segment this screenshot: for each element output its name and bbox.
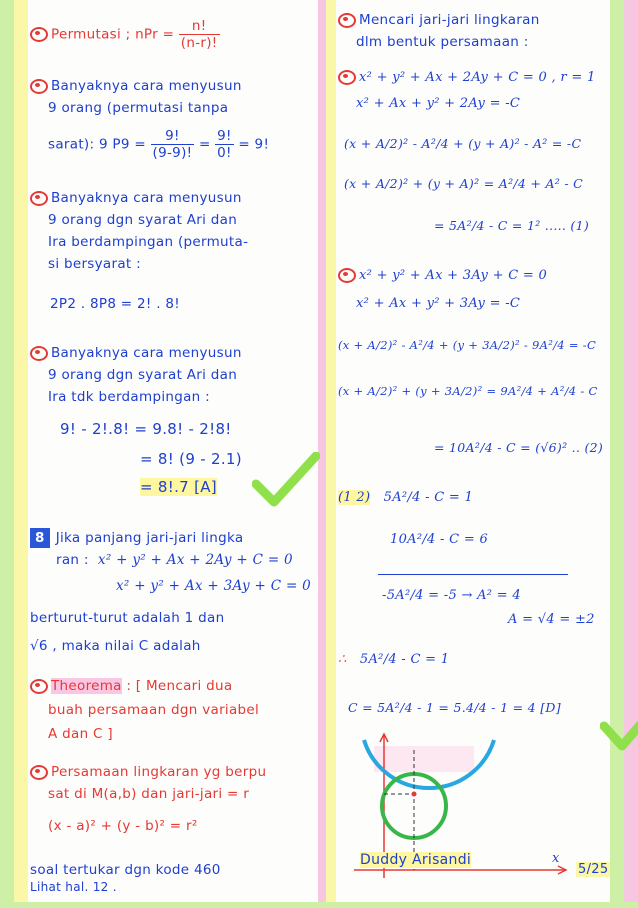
line-text: Banyaknya cara menyusun <box>51 345 242 361</box>
permutation-fraction <box>179 18 220 51</box>
formula-line: 9! - 2!.8! = 9.8! - 2!8! <box>60 420 232 438</box>
equation: (x + A/2)² + (y + A)² = A²/4 + A² - C <box>344 176 584 191</box>
equation: -5A²/4 = -5 → A² = 4 <box>382 588 521 603</box>
formula-line: 2P2 . 8P8 = 2! . 8! <box>50 296 180 312</box>
line-text: ran : <box>56 552 89 568</box>
x-axis-label: x <box>552 851 560 866</box>
line-text: Jika panjang jari-jari lingka <box>55 530 244 546</box>
footnote-line: Lihat hal. 12 . <box>30 880 117 894</box>
text-line <box>30 78 242 94</box>
bullet-icon <box>338 268 356 283</box>
equation: = 5A²/4 - C = 1² ..... (1) <box>434 218 590 233</box>
equation: x² + y² + Ax + 3Ay + C = 0 <box>116 578 312 594</box>
pink-shading <box>374 746 474 772</box>
equation-text: 5A²/4 - C = 1 <box>383 490 474 505</box>
equation <box>338 652 449 667</box>
center-point <box>412 792 417 797</box>
left-column <box>30 0 316 908</box>
formula-line: = 8! (9 - 2.1) <box>140 450 242 468</box>
equals-sign: = <box>198 136 211 153</box>
equation: x² + y² + Ax + 2Ay + C = 0 <box>97 552 293 568</box>
bullet-icon <box>30 679 48 694</box>
permutation-label: Permutasi <box>51 26 122 43</box>
equation: x² + Ax + y² + 2Ay = -C <box>356 96 521 111</box>
line-text: : [ Mencari dua <box>126 678 233 694</box>
signature-text: Duddy Arisandi <box>360 852 472 868</box>
equation: (x + A/2)² + (y + 3A/2)² = 9A²/4 + A²/4 - C <box>338 384 598 398</box>
footnote-line: soal tertukar dgn kode 460 <box>30 862 221 878</box>
equation: = 10A²/4 - C = (√6)² .. (2) <box>434 440 604 455</box>
text-line: sat di M(a,b) dan jari-jari = r <box>48 786 250 802</box>
bullet-icon <box>338 70 356 85</box>
text-line: Ira tdk berdampingan : <box>48 389 210 405</box>
equation: 10A²/4 - C = 6 <box>390 532 489 547</box>
fraction <box>151 128 195 161</box>
answer-line: C = 5A²/4 - 1 = 5.4/4 - 1 = 4 [D] <box>348 700 561 715</box>
equation-text: 5A²/4 - C = 1 <box>359 652 450 667</box>
text-line <box>30 764 266 780</box>
equation <box>338 70 596 85</box>
fraction-denominator: 0! <box>217 145 232 161</box>
right-pink-margin <box>624 0 638 908</box>
formula-result: = 9! <box>238 136 270 153</box>
question-number: 8 <box>30 528 50 548</box>
subtraction-rule <box>378 574 568 575</box>
question-line: berturut-turut adalah 1 dan <box>30 610 225 626</box>
answer-line <box>140 478 217 496</box>
text-line: 9 orang dgn syarat Ari dan <box>48 367 238 383</box>
theorem-label: Theorema <box>51 678 122 694</box>
equation: (x + A/2)² - A²/4 + (y + 3A/2)² - 9A²/4 = -C <box>338 338 597 352</box>
theorem-line <box>30 678 232 694</box>
fraction <box>215 128 234 161</box>
therefore-icon: ∴ <box>338 652 347 667</box>
fraction-denominator: (9-9)! <box>152 145 193 161</box>
text-line: si bersyarat : <box>48 256 141 272</box>
equation: (x + A/2)² - A²/4 + (y + A)² - A² = -C <box>344 136 582 151</box>
line-text: Banyaknya cara menyusun <box>51 78 242 94</box>
circle-equation: (x - a)² + (y - b)² = r² <box>48 818 198 834</box>
permutation-definition <box>30 18 220 51</box>
check-icon <box>252 452 320 508</box>
formula-text: 9 P9 = <box>98 136 146 153</box>
equation <box>338 268 547 283</box>
text-line: A dan C ] <box>48 726 113 742</box>
right-green-margin <box>610 0 624 908</box>
right-column <box>338 0 608 908</box>
line-text: Persamaan lingkaran yg berpu <box>51 764 267 780</box>
bullet-icon <box>30 191 48 206</box>
equation: A = √4 = ±2 <box>508 612 595 627</box>
text-line: buah persamaan dgn variabel <box>48 702 260 718</box>
permutation-formula: ; nPr = <box>125 26 175 43</box>
question-line <box>30 528 243 548</box>
equation-text: x² + y² + Ax + 3Ay + C = 0 <box>359 268 548 283</box>
bullet-icon <box>30 27 48 42</box>
text-line <box>30 345 242 361</box>
text-line: 9 orang dgn syarat Ari dan <box>48 212 238 228</box>
signature <box>360 852 471 868</box>
check-icon <box>600 696 638 752</box>
equation-text: x² + y² + Ax + 2Ay + C = 0 , r = 1 <box>359 70 596 85</box>
equation: x² + Ax + y² + 3Ay = -C <box>356 296 521 311</box>
elimination-line <box>338 490 473 505</box>
fraction-numerator: 9! <box>217 128 232 144</box>
bullet-icon <box>30 79 48 94</box>
line-text: sarat): <box>48 136 95 153</box>
fraction-numerator: 9! <box>151 128 195 145</box>
elimination-label: (1 2) <box>338 490 371 505</box>
fraction-numerator: n! <box>179 18 220 35</box>
left-green-margin <box>0 0 14 908</box>
text-line: dlm bentuk persamaan : <box>356 34 529 50</box>
permutation-no-condition <box>48 128 269 161</box>
question-line <box>56 552 293 568</box>
page-number: 5/25 <box>578 862 609 877</box>
answer-highlight: = 8!.7 [A] <box>140 478 217 496</box>
bullet-icon <box>30 765 48 780</box>
text-line: Ira berdampingan (permuta- <box>48 234 249 250</box>
question-line: √6 , maka nilai C adalah <box>30 638 201 654</box>
fraction-denominator: (n-r)! <box>180 35 218 51</box>
bullet-icon <box>338 13 356 28</box>
bullet-icon <box>30 346 48 361</box>
text-line: 9 orang (permutasi tanpa <box>48 100 229 116</box>
line-text: Mencari jari-jari lingkaran <box>359 12 540 28</box>
line-text: Banyaknya cara menyusun <box>51 190 242 206</box>
text-line <box>338 12 540 28</box>
text-line <box>30 190 242 206</box>
mid-yellow-strip <box>326 0 336 908</box>
left-yellow-margin <box>14 0 28 908</box>
